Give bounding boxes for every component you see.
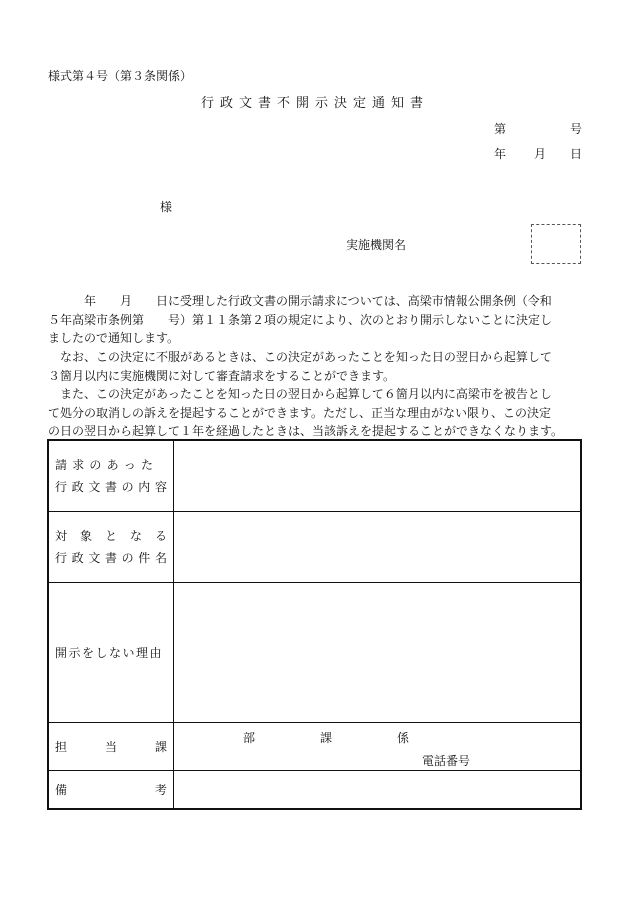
paragraph-line: の日の翌日から起算して１年を経過したときは、当該訴えを提起することができなくなります。	[48, 424, 564, 438]
label-char: 請	[55, 458, 68, 473]
label-char: る	[154, 529, 167, 543]
label-line	[55, 547, 167, 569]
paragraph-line: て処分の取消しの訴えを提起することができます。ただし、正当な理由がない限り、この決定	[48, 405, 552, 420]
table-row	[48, 511, 581, 582]
section-label: 課	[320, 730, 333, 745]
label-char: 文	[88, 551, 101, 565]
department-in-charge-label	[48, 722, 174, 770]
label-char: 行	[55, 480, 68, 495]
label-char: 行	[55, 551, 68, 565]
label-char: 担	[55, 739, 68, 754]
label-char: と	[104, 529, 117, 543]
label-char: 象	[79, 529, 92, 543]
target-document-title-field[interactable]	[174, 511, 582, 582]
label-char: っ	[123, 458, 136, 473]
label-line	[55, 476, 167, 498]
date-month-label: 月	[534, 147, 547, 161]
table-row	[48, 722, 581, 770]
label-char: た	[140, 458, 153, 473]
label-char: 求	[72, 458, 85, 473]
department-label: 部	[243, 730, 256, 745]
table-row	[48, 440, 581, 511]
target-document-title-label	[48, 511, 174, 582]
agency-name-label: 実施機関名	[346, 238, 407, 252]
document-number-suffix: 号	[570, 122, 583, 136]
requested-document-content-field[interactable]	[174, 440, 582, 511]
label-char: 名	[154, 551, 167, 565]
label-char: 課	[154, 739, 167, 754]
label-line	[55, 735, 167, 757]
department-in-charge-field[interactable]	[174, 722, 582, 770]
table-row	[48, 582, 581, 722]
label-char: 件	[138, 551, 151, 565]
non-disclosure-reason-field[interactable]	[174, 582, 582, 722]
date-year-label: 年	[494, 147, 507, 161]
paragraph-appeal	[48, 348, 584, 385]
label-char: の	[121, 480, 134, 495]
date-day-label: 日	[570, 147, 583, 161]
subsection-label: 係	[397, 730, 410, 745]
document-title: 行政文書不開示決定通知書	[200, 96, 429, 111]
form-number: 様式第４号（第３条関係）	[48, 69, 193, 83]
document-number-prefix: 第	[494, 122, 507, 136]
label-char: な	[129, 529, 142, 543]
label-char: 書	[104, 480, 117, 495]
paragraph-line: また、この決定があったことを知った日の翌日から起算して６箇月以内に高梁市を被告とし	[48, 387, 552, 401]
label-char: 政	[71, 551, 84, 565]
label-char: 考	[154, 782, 167, 797]
label-char: あ	[106, 458, 119, 473]
table-row	[48, 770, 581, 809]
label-char: 内	[138, 480, 151, 495]
paragraph-line: 年 月 日に受理した行政文書の開示請求については、高梁市情報公開条例（令和	[48, 294, 552, 308]
label-line	[55, 525, 167, 547]
phone-number-label: 電話番号	[422, 753, 471, 768]
label-char: 備	[55, 782, 68, 797]
non-disclosure-reason-label	[48, 582, 174, 722]
decision-table	[47, 439, 582, 810]
label-line	[55, 454, 167, 476]
label-char: 文	[88, 480, 101, 495]
remarks-field[interactable]	[174, 770, 582, 809]
paragraph-line: ３箇月以内に実施機関に対して審査請求をすることができます。	[48, 368, 396, 383]
paragraph-line: ５年高梁市条例第 号）第１１条第２項の規定により、次のとおり開示しないことに決定し	[48, 312, 553, 327]
label-text: 開示をしない理由	[55, 645, 164, 660]
remarks-label	[48, 770, 174, 809]
seal-box	[531, 224, 581, 264]
label-line	[55, 778, 167, 800]
label-char: の	[121, 551, 134, 565]
paragraph-line: なお、この決定に不服があるときは、この決定があったことを知った日の翌日から起算して	[48, 350, 552, 364]
label-char: 容	[154, 480, 167, 495]
label-char: 書	[104, 551, 117, 565]
label-char: 政	[71, 480, 84, 495]
paragraph-lawsuit	[48, 385, 584, 441]
requested-document-content-label	[48, 440, 174, 511]
recipient-suffix: 様	[160, 200, 173, 214]
label-char: 当	[104, 739, 117, 754]
label-char: 対	[55, 529, 68, 543]
paragraph-notice	[48, 292, 584, 348]
paragraph-line: ましたので通知します。	[48, 331, 180, 345]
label-char: の	[89, 458, 102, 473]
